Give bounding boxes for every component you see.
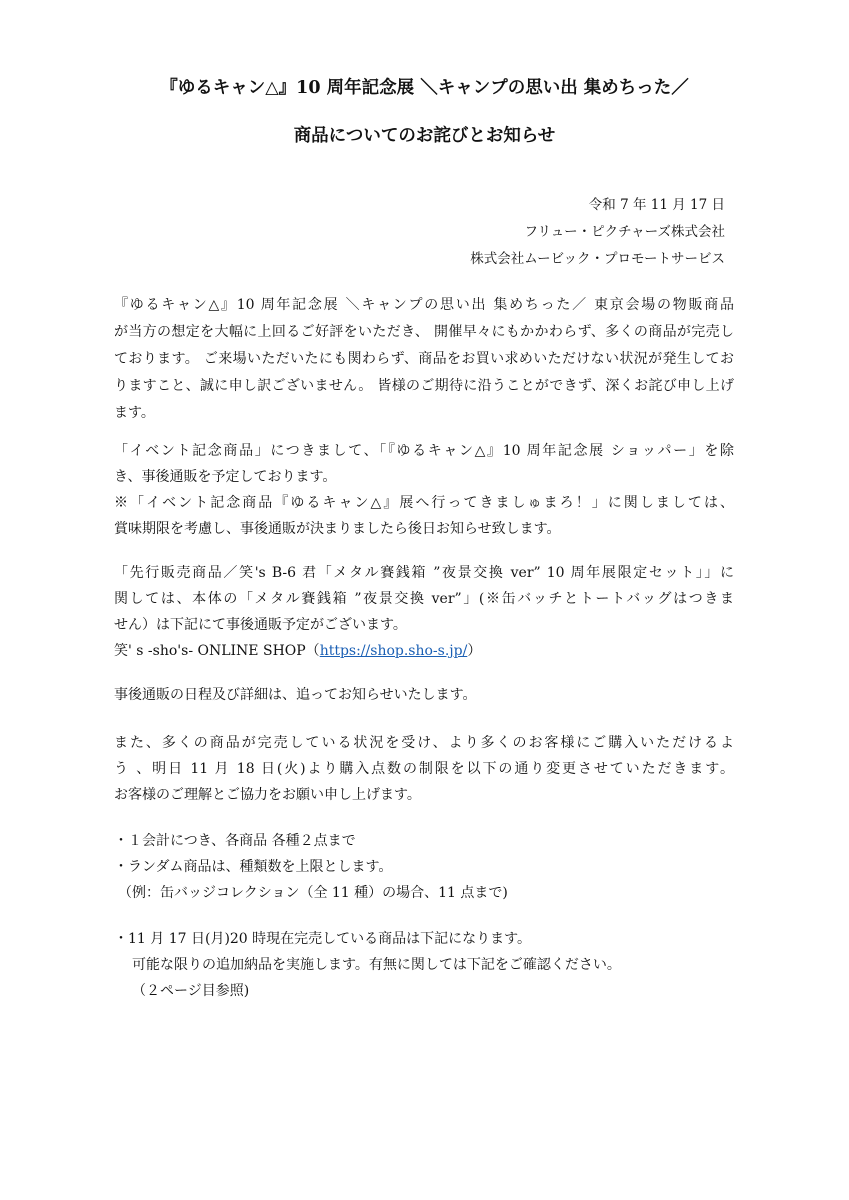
event-goods-line: ※「イベント記念商品『ゆるキャン△』展へ行ってきましゅまろ！」に関しましては、 <box>114 495 734 511</box>
followup-notice: 事後通販の日程及び詳細は、追ってお知らせいたします。 <box>114 687 477 703</box>
issue-date: 令和 7 年 11 月 17 日 <box>588 197 725 213</box>
soldout-notice: ・11 月 17 日(月)20 時現在完売している商品は下記になります。 <box>114 931 532 947</box>
purchase-limit-line: また、多くの商品が完売している状況を受け、より多くのお客様にご購入いただけるよ <box>114 735 734 751</box>
online-shop-line <box>114 640 734 660</box>
apology-line: が当方の想定を大幅に上回るご好評をいただき、 開催早々にもかかわらず、多くの商品が完売し <box>114 324 734 340</box>
issuer-company-2: 株式会社ムービック・プロモートサービス <box>470 251 725 267</box>
issuer-company-1: フリュー・ピクチャーズ株式会社 <box>524 224 725 240</box>
rule-example: （例：缶バッジコレクション（全 11 種）の場合、11 点まで) <box>118 885 508 901</box>
event-goods-line: 賞味期限を考慮し、事後通販が決まりましたら後日お知らせ致します。 <box>114 521 561 537</box>
apology-line: ております。 ご来場いただいたにも関わらず、商品をお買い求めいただけない状況が発生してお <box>114 351 734 367</box>
online-shop-close: ） <box>467 643 482 659</box>
preorder-goods-line: 関しては、本体の「メタル賽銭箱 ”夜景交換 ver”」(※缶バッチとトートバッグはつきま <box>114 591 734 607</box>
event-goods-line: き、事後通販を予定しております。 <box>114 469 337 485</box>
preorder-goods-line: 「先行販売商品／笑's B-6 君「メタル賽銭箱 ”夜景交換 ver” 10 周年展限定セット」」に <box>114 565 734 581</box>
rule-item: ・１会計につき、各商品 各種２点まで <box>114 833 356 849</box>
document-title: 『ゆるキャン△』10 周年記念展 ＼キャンプの思い出 集めちった／ <box>160 78 689 98</box>
apology-line: ます。 <box>114 405 155 421</box>
online-shop-label: 笑' s -sho's- ONLINE SHOP（ <box>114 643 320 659</box>
soldout-notice: 可能な限りの追加納品を実施します。有無に関しては下記をご確認ください。 <box>132 957 621 973</box>
document-subtitle: 商品についてのお詫びとお知らせ <box>293 126 556 146</box>
preorder-goods-line: せん）は下記にて事後通販予定がございます。 <box>114 617 407 633</box>
apology-line: りますこと、誠に申し訳ございません。 皆様のご期待に沿うことができず、深くお詫び申し上げ <box>114 378 734 394</box>
purchase-limit-line: お客様のご理解とご協力をお願い申し上げます。 <box>114 787 421 803</box>
purchase-limit-line: う 、明日 11 月 18 日(火)より購入点数の制限を以下の通り変更させていただきます。 <box>114 761 734 777</box>
apology-line: 『ゆるキャン△』10 周年記念展 ＼キャンプの思い出 集めちった／ 東京会場の物販商品 <box>114 297 734 313</box>
event-goods-line: 「イベント記念商品」につきまして、「『ゆるキャン△』10 周年記念展 ショッパー」を除 <box>114 443 734 459</box>
soldout-notice: （２ページ目参照) <box>132 983 250 999</box>
online-shop-link[interactable]: https://shop.sho-s.jp/ <box>319 643 468 659</box>
rule-item: ・ランダム商品は、種類数を上限とします。 <box>114 859 393 875</box>
